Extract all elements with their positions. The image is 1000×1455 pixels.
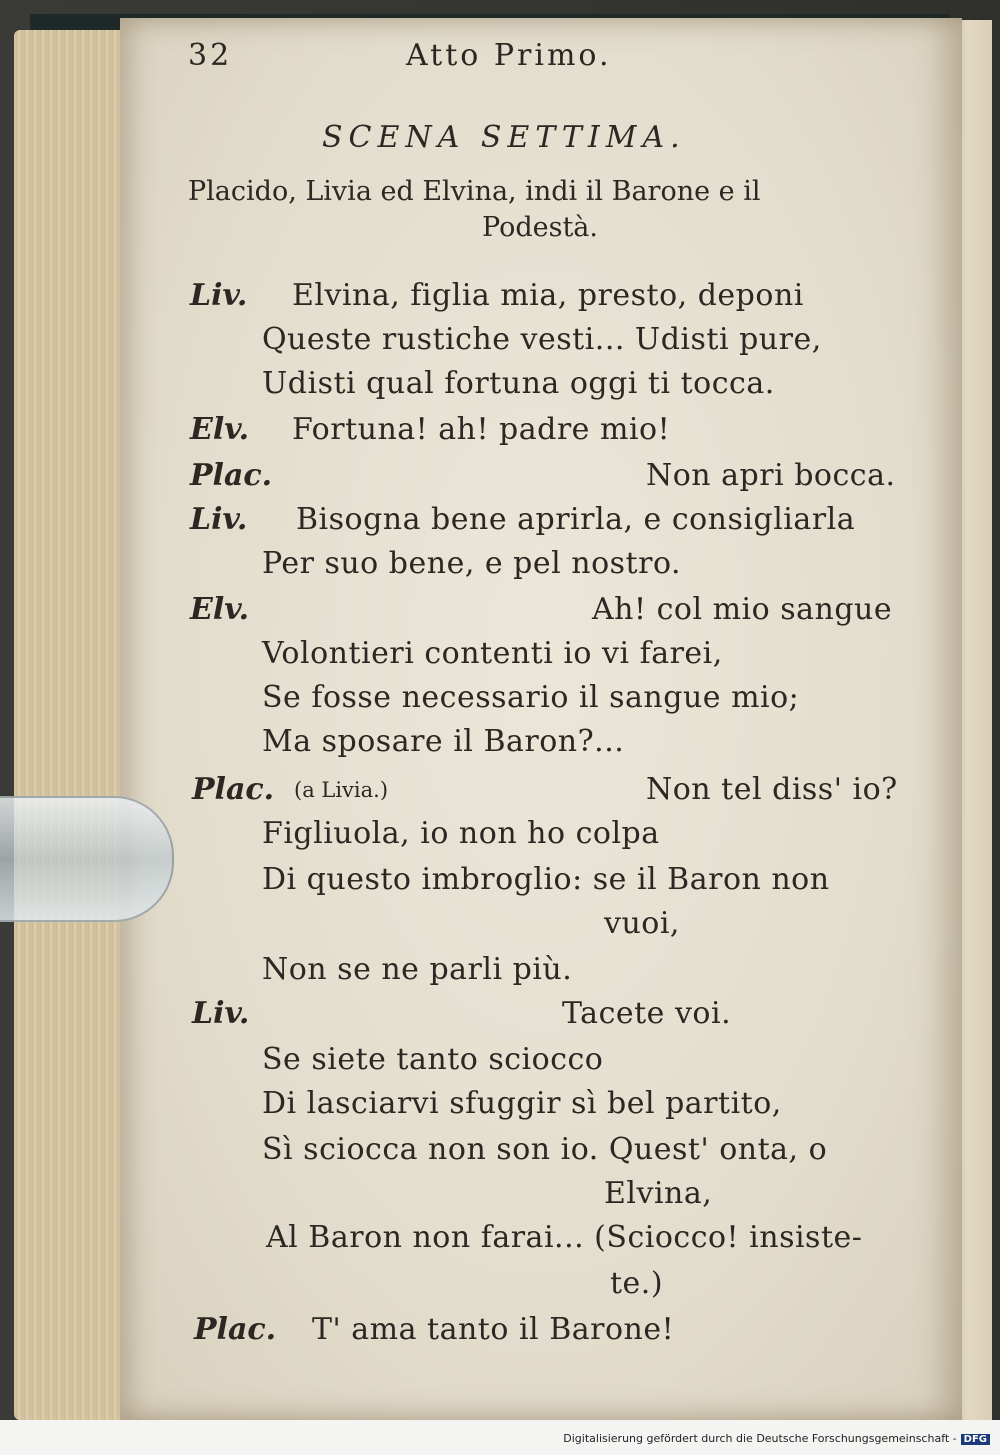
verse-line: Ah! col mio sangue <box>592 592 893 627</box>
glass-page-holder <box>0 796 174 922</box>
speaker-label: Liv. <box>190 502 248 537</box>
scene-title: SCENA SETTIMA. <box>322 120 686 155</box>
verse-line: Non se ne parli più. <box>262 952 573 987</box>
credit-text: Digitalisierung gefördert durch die Deutsche Forschungsgemeinschaft - <box>563 1432 957 1445</box>
verse-line: Elvina, <box>604 1176 713 1211</box>
verse-line: Sì sciocca non son io. Quest' onta, o <box>262 1132 828 1167</box>
speaker-label: Plac. <box>190 458 273 493</box>
speaker-label: Elv. <box>190 412 250 447</box>
speaker-label: Elv. <box>190 592 250 627</box>
verse-line: Non tel diss' io? <box>646 772 898 807</box>
verse-line: vuoi, <box>604 906 680 941</box>
digitization-credit <box>563 1432 990 1445</box>
characters-line-1: Placido, Livia ed Elvina, indi il Barone e il <box>188 176 761 207</box>
verse-line: Udisti qual fortuna oggi ti tocca. <box>262 366 775 401</box>
speaker-label: Liv. <box>190 278 248 313</box>
running-title: Atto Primo. <box>406 38 612 73</box>
verse-line: Tacete voi. <box>562 996 732 1031</box>
verse-line: te.) <box>610 1266 664 1301</box>
verse-line: Ma sposare il Baron?... <box>262 724 625 759</box>
verse-line: Bisogna bene aprirla, e consigliarla <box>296 502 856 537</box>
verse-line: Figliuola, io non ho colpa <box>262 816 660 851</box>
dfg-logo: DFG <box>961 1434 990 1445</box>
verse-line: Volontieri contenti io vi farei, <box>262 636 723 671</box>
characters-line-2: Podestà. <box>482 212 598 243</box>
stage-direction: (a Livia.) <box>294 778 389 802</box>
verse-line: Al Baron non farai... (Sciocco! insiste- <box>266 1220 863 1255</box>
speaker-label: Plac. <box>192 772 275 807</box>
verse-line: Non apri bocca. <box>646 458 896 493</box>
verse-line: Se siete tanto sciocco <box>262 1042 604 1077</box>
page-number: 32 <box>188 38 233 73</box>
speaker-label: Liv. <box>192 996 250 1031</box>
verse-line: Per suo bene, e pel nostro. <box>262 546 682 581</box>
verse-line: T' ama tanto il Barone! <box>312 1312 675 1347</box>
verse-line: Fortuna! ah! padre mio! <box>292 412 671 447</box>
verse-line: Queste rustiche vesti... Udisti pure, <box>262 322 822 357</box>
verse-line: Di lasciarvi sfuggir sì bel partito, <box>262 1086 782 1121</box>
verse-line: Se fosse necessario il sangue mio; <box>262 680 800 715</box>
verse-line: Di questo imbroglio: se il Baron non <box>262 862 830 897</box>
speaker-label: Plac. <box>194 1312 277 1347</box>
verse-line: Elvina, figlia mia, presto, deponi <box>292 278 804 313</box>
